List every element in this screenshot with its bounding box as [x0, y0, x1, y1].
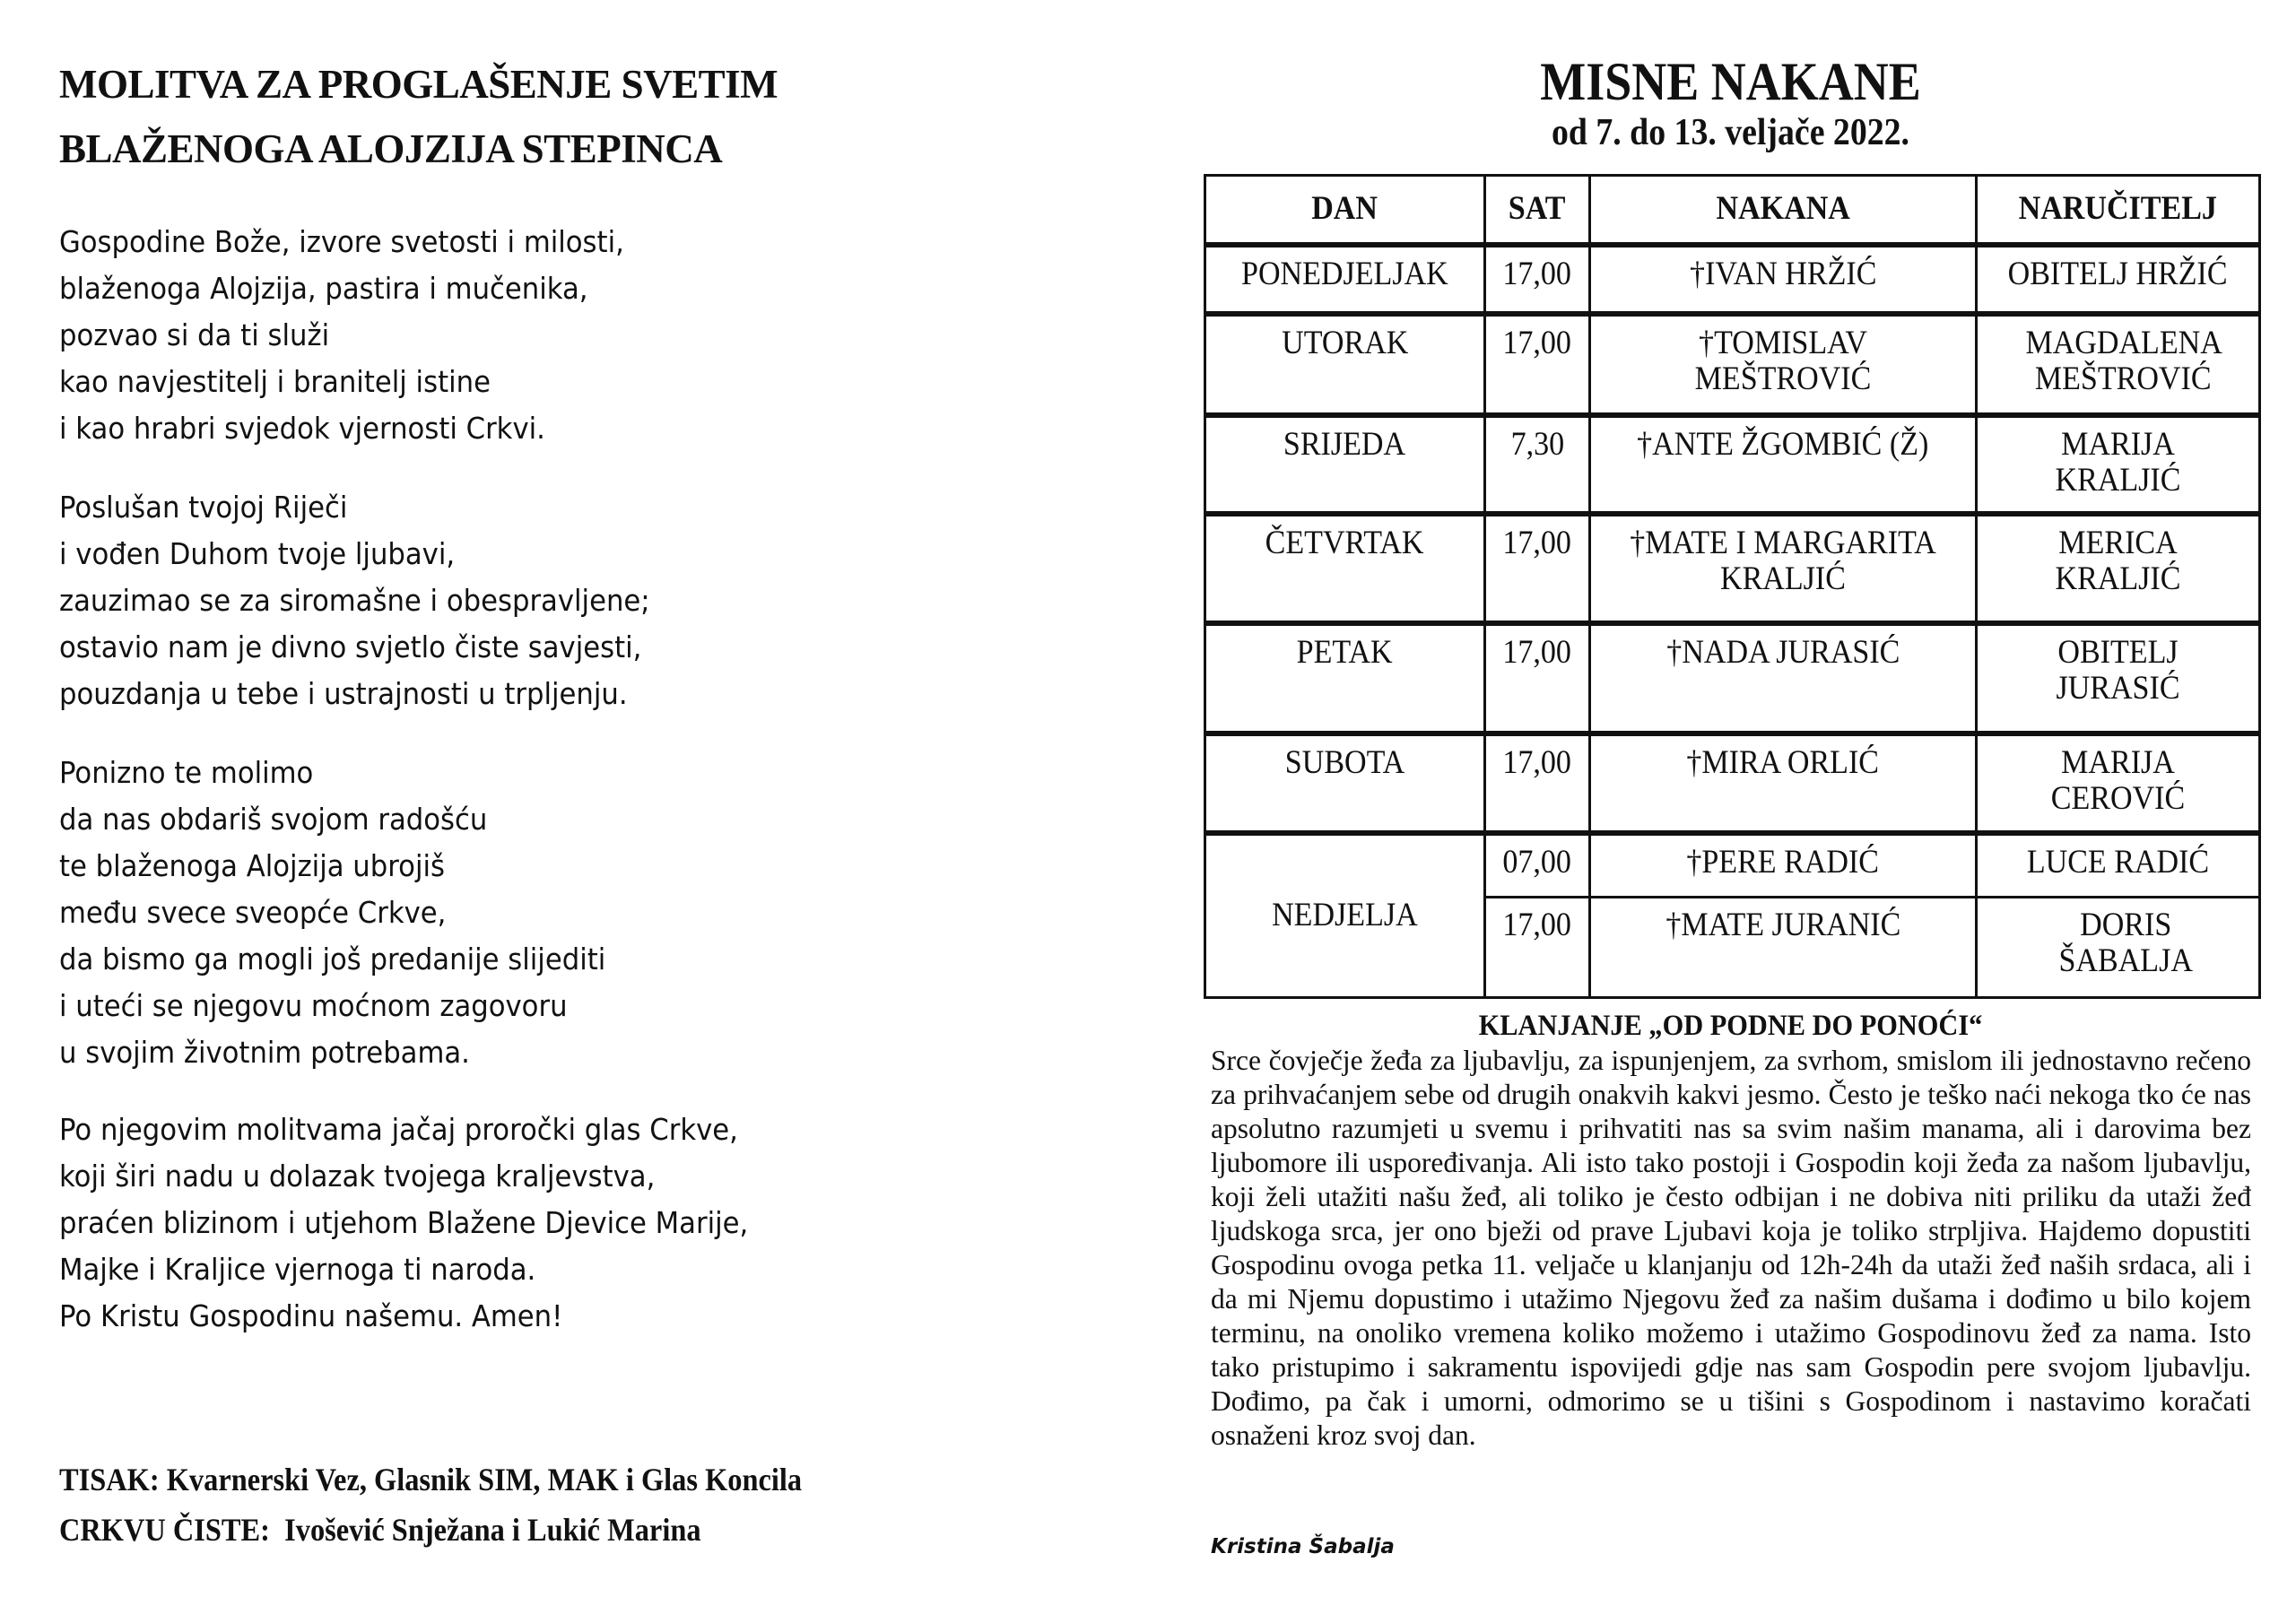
cell-narucitelj	[1977, 733, 2260, 833]
table-row	[1205, 314, 2260, 415]
cell-nakana	[1590, 733, 1977, 833]
cell-text: †IVAN HRŽIĆ	[1689, 255, 1877, 292]
cell-narucitelj	[1977, 623, 2260, 733]
cell-sat	[1485, 245, 1590, 314]
prayer-line: blaženoga Alojzija, pastira i mučenika,	[59, 271, 588, 306]
footer-crkvu-ciste: CRKVU ČISTE: Ivošević Snježana i Lukić Marina	[59, 1512, 701, 1548]
prayer-line: i vođen Duhom tvoje ljubavi,	[59, 536, 456, 571]
page-subtitle-date-range: od 7. do 13. veljače 2022.	[1552, 112, 1909, 153]
cell-text: MARIJA KRALJIĆ	[2055, 425, 2181, 499]
prayer-line: među svece sveopće Crkve,	[59, 895, 447, 930]
prayer-line: da bismo ga mogli još predanije slijediti	[59, 942, 606, 976]
cell-dan	[1205, 623, 1485, 733]
prayer-line: ostavio nam je divno svjetlo čiste savjesti,	[59, 629, 642, 664]
cell-text: 17,00	[1502, 524, 1572, 561]
cell-text: PONEDJELJAK	[1241, 255, 1448, 292]
cell-text: 17,00	[1502, 743, 1572, 781]
cell-text: PETAK	[1297, 633, 1393, 671]
cell-narucitelj	[1977, 415, 2260, 514]
adoration-heading: KLANJANJE „OD PODNE DO PONOĆI“	[1478, 1010, 1983, 1042]
cell-narucitelj	[1977, 514, 2260, 623]
cell-nakana	[1590, 514, 1977, 623]
cell-text: †MATE I MARGARITA KRALJIĆ	[1630, 524, 1936, 597]
footer-credits	[59, 1454, 802, 1555]
header-label: DAN	[1311, 190, 1378, 228]
header-label: SAT	[1509, 190, 1566, 228]
cell-text: UTORAK	[1281, 324, 1409, 361]
prayer-line: kao navjestitelj i branitelj istine	[59, 364, 491, 399]
cell-text: OBITELJ HRŽIĆ	[2008, 255, 2228, 292]
prayer-line: da nas obdariš svojom radošću	[59, 802, 488, 837]
cell-text: MAGDALENA MEŠTROVIĆ	[2025, 324, 2222, 397]
cell-narucitelj	[1977, 833, 2260, 898]
cell-text: 07,00	[1502, 843, 1572, 881]
cell-text: SUBOTA	[1284, 743, 1405, 781]
cell-nakana	[1590, 415, 1977, 514]
cell-text: 17,00	[1502, 633, 1572, 671]
cell-text: 17,00	[1502, 255, 1572, 292]
footer-tisak: TISAK: Kvarnerski Vez, Glasnik SIM, MAK i Glas Koncila	[59, 1462, 803, 1497]
cell-text: MERICA KRALJIĆ	[2055, 524, 2181, 597]
cell-sat	[1485, 514, 1590, 623]
cell-sat	[1485, 733, 1590, 833]
column-header-nakana	[1590, 176, 1977, 245]
column-header-dan	[1205, 176, 1485, 245]
prayer-line: Ponizno te molimo	[59, 755, 314, 790]
cell-nakana	[1590, 245, 1977, 314]
cell-text: OBITELJ JURASIĆ	[2056, 633, 2180, 707]
prayer-line: u svojim životnim potrebama.	[59, 1035, 470, 1070]
cell-dan	[1205, 415, 1485, 514]
cell-sat	[1485, 898, 1590, 998]
prayer-line: pouzdanja u tebe i ustrajnosti u trpljenju.	[59, 676, 628, 711]
prayer-line: i uteći se njegovu moćnom zagovoru	[59, 988, 568, 1023]
table-row	[1205, 623, 2260, 733]
table-row	[1205, 245, 2260, 314]
cell-text: DORIS ŠABALJA	[2058, 907, 2193, 979]
cell-dan	[1205, 733, 1485, 833]
prayer-line: Po Kristu Gospodinu našemu. Amen!	[59, 1298, 563, 1333]
cell-nakana	[1590, 898, 1977, 998]
prayer-stanza-3	[59, 750, 605, 1076]
cell-text: †MATE JURANIĆ	[1665, 907, 1900, 943]
cell-narucitelj	[1977, 245, 2260, 314]
cell-narucitelj	[1977, 898, 2260, 998]
cell-nakana	[1590, 314, 1977, 415]
cell-text: SRIJEDA	[1283, 425, 1406, 463]
prayer-line: Poslušan tvojoj Riječi	[59, 490, 348, 525]
cell-text: LUCE RADIĆ	[2026, 843, 2210, 881]
prayer-title	[59, 52, 778, 181]
cell-dan	[1205, 314, 1485, 415]
cell-dan	[1205, 245, 1485, 314]
prayer-line: pozvao si da ti služi	[59, 317, 330, 352]
cell-text: NEDJELJA	[1272, 897, 1418, 934]
prayer-line: Gospodine Bože, izvore svetosti i milosti,	[59, 224, 624, 259]
article-author: Kristina Šabalja	[1211, 1535, 1395, 1558]
cell-text: †TOMISLAV MEŠTROVIĆ	[1694, 324, 1872, 397]
header-label: NARUČITELJ	[2018, 190, 2218, 228]
prayer-stanza-1	[59, 219, 624, 452]
cell-dan	[1205, 833, 1485, 998]
table-row	[1205, 514, 2260, 623]
cell-text: 17,00	[1502, 324, 1572, 361]
cell-text: †MIRA ORLIĆ	[1686, 743, 1880, 781]
cell-sat	[1485, 415, 1590, 514]
table-header-row	[1205, 176, 2260, 245]
cell-nakana	[1590, 623, 1977, 733]
cell-text: †ANTE ŽGOMBIĆ (Ž)	[1637, 425, 1929, 463]
prayer-title-line-1: MOLITVA ZA PROGLAŠENJE SVETIM	[59, 62, 778, 107]
prayer-line: i kao hrabri svjedok vjernosti Crkvi.	[59, 411, 545, 446]
prayer-title-line-2: BLAŽENOGA ALOJZIJA STEPINCA	[59, 126, 723, 171]
prayer-line: te blaženoga Alojzija ubrojiš	[59, 848, 445, 883]
prayer-line: praćen blizinom i utjehom Blažene Djevice Marije,	[59, 1205, 749, 1240]
table-row	[1205, 833, 2260, 898]
cell-text: 17,00	[1502, 907, 1572, 943]
cell-sat	[1485, 623, 1590, 733]
prayer-stanza-4	[59, 1107, 748, 1340]
cell-text: 7,30	[1510, 425, 1564, 463]
cell-sat	[1485, 833, 1590, 898]
mass-intentions-table	[1204, 174, 2261, 999]
table-row	[1205, 733, 2260, 833]
prayer-stanza-2	[59, 484, 650, 717]
cell-dan	[1205, 514, 1485, 623]
adoration-paragraph: Srce čovječje žeđa za ljubavlju, za ispunjenjem, za svrhom, smislom ili jednostavno rečeno za prihvaćanjem sebe od drugih onakvih kakvi jesmo. Često je teško naći nekoga tko će nas apsolutno razumjeti u svemu i prihvatiti nas sa svim našim manama, ali i darovima bez ljubomore ili uspoređivanja. Ali isto tako postoji i Gospodin koji žeđa za našom ljubavlju, koji želi utažiti našu žeđ, ali toliko je često odbijan i ne dobiva niti priliku da utaži žeđ ljudskoga srca, jer ono bježi od prave Ljubavi koja je toliko strpljiva. Hajdemo dopustiti Gospodinu ovoga petka 11. veljače u klanjanju od 12h-24h da utaži žeđ naših srdaca, ali i da mi Njemu dopustimo i utažimo Njegovu žeđ za našim dušama i dođimo u bilo kojem terminu, na onoliko vremena koliko možemo i utažimo Gospodinovu žeđ za nama. Isto tako pristupimo i sakramentu ispovijedi gdje nas sam Gospodin pere svojom ljubavlju. Dođimo, pa čak i umorni, odmorimo se u tišini s Gospodinom i nastavimo koračati osnaženi kroz svoj dan.	[1211, 1045, 2251, 1451]
prayer-line: koji širi nadu u dolazak tvojega kraljevstva,	[59, 1159, 656, 1193]
cell-text: ČETVRTAK	[1265, 524, 1424, 561]
prayer-line: Majke i Kraljice vjernoga ti naroda.	[59, 1252, 536, 1287]
table-row	[1205, 415, 2260, 514]
cell-sat	[1485, 314, 1590, 415]
cell-text: †NADA JURASIĆ	[1665, 633, 1900, 671]
cell-narucitelj	[1977, 314, 2260, 415]
header-label: NAKANA	[1716, 190, 1850, 228]
prayer-line: zauzimao se za siromašne i obespravljene;	[59, 583, 650, 618]
column-header-sat	[1485, 176, 1590, 245]
page-title: MISNE NAKANE	[1540, 52, 1921, 111]
cell-text: MARIJA CEROVIĆ	[2050, 743, 2186, 817]
cell-text: †PERE RADIĆ	[1686, 843, 1880, 881]
cell-nakana	[1590, 833, 1977, 898]
column-header-narucitelj	[1977, 176, 2260, 245]
prayer-line: Po njegovim molitvama jačaj proročki glas Crkve,	[59, 1112, 738, 1147]
